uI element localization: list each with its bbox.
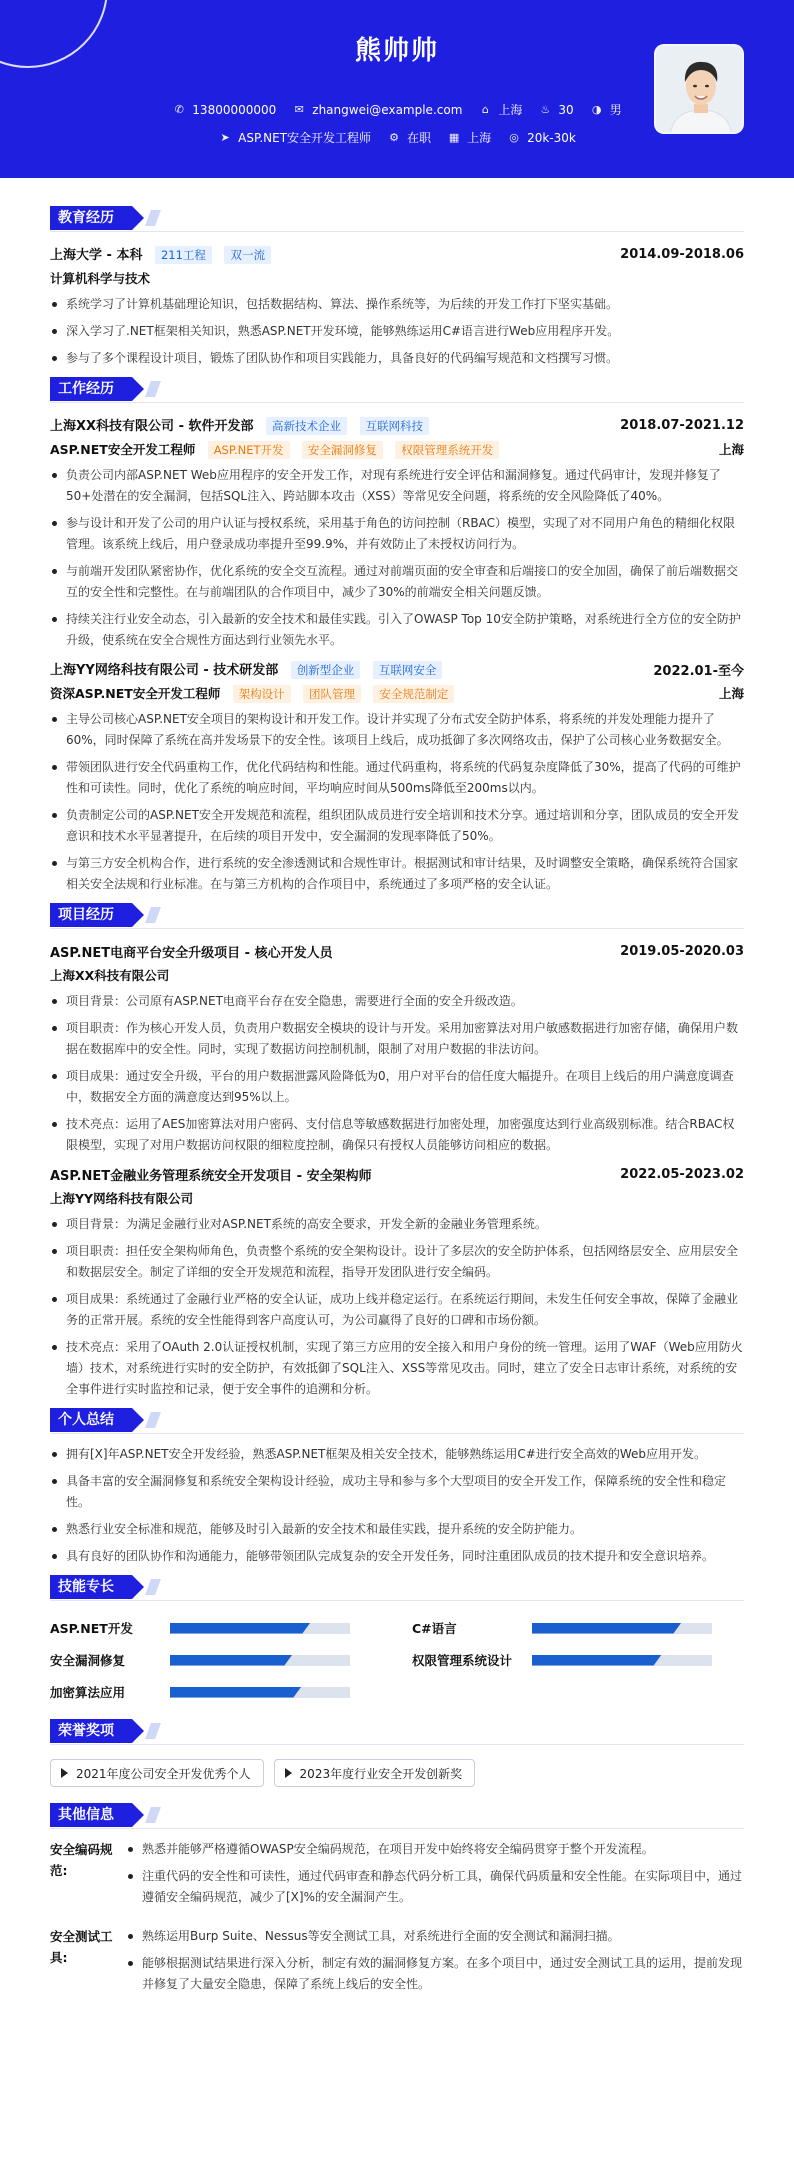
tag: 安全规范制定 bbox=[373, 685, 454, 703]
section-header bbox=[50, 377, 744, 403]
tag: 高新技术企业 bbox=[266, 417, 347, 435]
gender-value: 男 bbox=[609, 103, 622, 117]
target-job-item bbox=[218, 129, 371, 146]
age-item bbox=[538, 103, 573, 117]
skill-bar bbox=[170, 1623, 350, 1634]
list-item: 负责公司内部ASP.NET Web应用程序的安全开发工作，对现有系统进行安全评估和漏洞修复。通过代码审计，发现并修复了50+处潜在的安全漏洞，包括SQL注入、跨站脚本攻击（XSS）等常见安全问题，将系统的安全风险降低了40%。 bbox=[50, 465, 744, 507]
honors-section bbox=[50, 1719, 744, 1795]
section-header bbox=[50, 1575, 744, 1601]
list-item: 项目成果：通过安全升级，平台的用户数据泄露风险降低为0，用户对平台的信任度大幅提升。在项目上线后的用户满意度调查中，数据安全方面的满意度达到95%以上。 bbox=[50, 1066, 744, 1108]
role-line bbox=[50, 437, 744, 461]
education-date: 2014.09-2018.06 bbox=[620, 246, 744, 262]
list-item: 负责制定公司的ASP.NET安全开发规范和流程，组织团队成员进行安全培训和技术分享。通过培训和分享，团队成员的安全开发意识和技术水平显著提升，在后续的项目开发中，安全漏洞的发现率降低了50%。 bbox=[50, 805, 744, 847]
skill-item bbox=[50, 1619, 382, 1637]
coin-icon: ◎ bbox=[509, 131, 519, 144]
tag: 架构设计 bbox=[233, 685, 291, 703]
summary-bullets bbox=[50, 1444, 744, 1567]
section-title: 教育经历 bbox=[50, 206, 132, 230]
cake-icon: ♨ bbox=[540, 103, 551, 116]
tag: 安全漏洞修复 bbox=[302, 441, 383, 459]
skill-item bbox=[50, 1651, 382, 1669]
tag: 创新型企业 bbox=[291, 661, 361, 679]
target-job-value: ASP.NET安全开发工程师 bbox=[238, 131, 372, 145]
work-location: 上海 bbox=[718, 686, 744, 701]
section-header bbox=[50, 1803, 744, 1829]
project-date: 2022.05-2023.02 bbox=[620, 1166, 744, 1182]
project-company: 上海YY网络科技有限公司 bbox=[50, 1191, 194, 1206]
list-item: 熟悉并能够严格遵循OWASP安全编码规范，在项目开发中始终将安全编码贯穿于整个开发流程。 bbox=[126, 1839, 744, 1860]
candidate-name: 熊帅帅 bbox=[354, 36, 439, 66]
project-bullets bbox=[50, 991, 744, 1156]
tag: 双一流 bbox=[224, 246, 271, 264]
status-item bbox=[387, 129, 431, 146]
other-item bbox=[50, 1839, 744, 1920]
send-icon: ➤ bbox=[220, 131, 230, 144]
project-title: ASP.NET电商平台安全升级项目 - 核心开发人员 bbox=[50, 945, 333, 961]
education-entry-header bbox=[50, 242, 744, 266]
list-item: 项目职责：担任安全架构师角色，负责整个系统的安全架构设计。设计了多层次的安全防护体系，包括网络层安全、应用层安全和数据层安全。制定了详细的安全开发规范和流程，指导开发团队进行安全编码。 bbox=[50, 1241, 744, 1283]
list-item: 项目背景：公司原有ASP.NET电商平台存在安全隐患，需要进行全面的安全升级改造。 bbox=[50, 991, 744, 1012]
email-item bbox=[292, 103, 462, 117]
list-item: 主导公司核心ASP.NET安全项目的架构设计和开发工作。设计并实现了分布式安全防护体系，将系统的并发处理能力提升了60%，同时保障了系统在高并发场景下的安全性。该项目上线后，成功抵御了多次网络攻击，保护了公司核心业务数据安全。 bbox=[50, 709, 744, 751]
other-section bbox=[50, 1803, 744, 2007]
list-item: 注重代码的安全性和可读性，通过代码审查和静态代码分析工具，确保代码质量和安全性能。在实际项目中，通过遵循安全编码规范，减少了[X]%的安全漏洞产生。 bbox=[126, 1866, 744, 1908]
skills-section bbox=[50, 1575, 744, 1711]
section-title: 项目经历 bbox=[50, 903, 132, 927]
project-entry-header bbox=[50, 1162, 744, 1186]
list-item: 项目背景：为满足金融行业对ASP.NET系统的高安全要求，开发全新的金融业务管理系统。 bbox=[50, 1214, 744, 1235]
salary-item bbox=[507, 131, 576, 145]
list-item: 熟练运用Burp Suite、Nessus等安全测试工具，对系统进行全面的安全测试和漏洞扫描。 bbox=[126, 1926, 744, 1947]
list-item: 带领团队进行安全代码重构工作，优化代码结构和性能。通过代码重构，将系统的代码复杂度降低了30%，提高了代码的可维护性和可读性。同时，优化了系统的响应时间，平均响应时间从500ms降低至200ms以内。 bbox=[50, 757, 744, 799]
skill-bar bbox=[532, 1655, 712, 1666]
section-title: 个人总结 bbox=[50, 1408, 132, 1432]
tag: ASP.NET开发 bbox=[208, 441, 290, 459]
honor-badge bbox=[50, 1759, 264, 1787]
role bbox=[50, 440, 499, 459]
section-header bbox=[50, 903, 744, 929]
work-entry-header bbox=[50, 413, 744, 437]
play-icon bbox=[285, 1768, 292, 1778]
skill-item bbox=[50, 1683, 382, 1701]
role-label: ASP.NET安全开发工程师 bbox=[50, 441, 196, 457]
honors-list bbox=[50, 1755, 744, 1795]
project-company-line bbox=[50, 1186, 744, 1210]
section-header bbox=[50, 1719, 744, 1745]
target-city-item bbox=[447, 129, 491, 146]
skill-name: 加密算法应用 bbox=[50, 1685, 126, 1700]
skill-bar-fill bbox=[170, 1687, 301, 1698]
phone-item bbox=[172, 103, 276, 117]
skill-bar-fill bbox=[532, 1655, 662, 1666]
work-date: 2018.07-2021.12 bbox=[620, 417, 744, 433]
phone-value: 13800000000 bbox=[192, 102, 277, 117]
building-icon: ▦ bbox=[448, 131, 460, 144]
role-line bbox=[50, 681, 744, 705]
skill-bar bbox=[532, 1623, 712, 1634]
honor-label: 2023年度行业安全开发创新奖 bbox=[299, 1766, 463, 1781]
school-name bbox=[50, 244, 271, 264]
section-title: 荣誉奖项 bbox=[50, 1719, 132, 1743]
phone-icon: ✆ bbox=[174, 103, 184, 116]
avatar-portrait-icon bbox=[656, 46, 744, 134]
list-item: 参与了多个课程设计项目，锻炼了团队协作和项目实践能力，具备良好的代码编写规范和文档撰写习惯。 bbox=[50, 348, 744, 369]
project-date: 2019.05-2020.03 bbox=[620, 943, 744, 959]
project-company: 上海XX科技有限公司 bbox=[50, 968, 170, 983]
section-header bbox=[50, 206, 744, 232]
skill-bar-fill bbox=[170, 1623, 310, 1634]
honor-label: 2021年度公司安全开发优秀个人 bbox=[76, 1766, 251, 1781]
age-value: 30 bbox=[558, 102, 574, 117]
skill-bar-fill bbox=[170, 1655, 292, 1666]
project-bullets bbox=[50, 1214, 744, 1400]
education-bullets bbox=[50, 294, 744, 369]
list-item: 具有良好的团队协作和沟通能力，能够带领团队完成复杂的安全开发任务，同时注重团队成员的技术提升和安全意识培养。 bbox=[50, 1546, 744, 1567]
skill-item bbox=[412, 1651, 744, 1669]
projects-section bbox=[50, 903, 744, 1400]
honor-badge bbox=[274, 1759, 476, 1787]
role bbox=[50, 684, 454, 703]
skill-bar-fill bbox=[532, 1623, 681, 1634]
list-item: 项目成果：系统通过了金融行业严格的安全认证，成功上线并稳定运行。在系统运行期间，未发生任何安全事故，保障了金融业务的正常开展。系统的安全性能得到客户高度认可，为公司赢得了良好的口碑和市场份额。 bbox=[50, 1289, 744, 1331]
list-item: 项目职责：作为核心开发人员，负责用户数据安全模块的设计与开发。采用加密算法对用户敏感数据进行加密存储，确保用户数据在数据库中的安全性。同时，实现了数据访问控制机制，限制了对用户数据的非法访问。 bbox=[50, 1018, 744, 1060]
skill-name: 权限管理系统设计 bbox=[412, 1653, 513, 1668]
list-item: 具备丰富的安全漏洞修复和系统安全架构设计经验，成功主导和参与多个大型项目的安全开发工作，保障系统的安全性和稳定性。 bbox=[50, 1471, 744, 1513]
email-value: zhangwei@example.com bbox=[312, 102, 463, 117]
gender-icon: ◑ bbox=[591, 103, 602, 116]
list-item: 与第三方安全机构合作，进行系统的安全渗透测试和合规性审计。根据测试和审计结果，及时调整安全策略，确保系统符合国家相关安全法规和行业标准。在与第三方机构的合作项目中，系统通过了多项严格的安全认证。 bbox=[50, 853, 744, 895]
list-item: 系统学习了计算机基础理论知识，包括数据结构、算法、操作系统等，为后续的开发工作打下坚实基础。 bbox=[50, 294, 744, 315]
work-entry-header bbox=[50, 657, 744, 681]
gear-icon: ⚙ bbox=[389, 131, 399, 144]
list-item: 能够根据测试结果进行深入分析，制定有效的漏洞修复方案。在多个项目中，通过安全测试工具的运用，提前发现并修复了大量安全隐患，保障了系统上线后的安全性。 bbox=[126, 1953, 744, 1995]
company-name bbox=[50, 415, 429, 435]
other-bullets bbox=[126, 1839, 744, 1914]
work-bullets bbox=[50, 709, 744, 895]
skill-name: C#语言 bbox=[412, 1621, 457, 1636]
skill-name: 安全漏洞修复 bbox=[50, 1653, 126, 1668]
gender-item bbox=[590, 101, 622, 118]
salary-value: 20k-30k bbox=[527, 130, 576, 145]
list-item: 与前端开发团队紧密协作，优化系统的安全交互流程。通过对前端页面的安全审查和后端接口的安全加固，确保了前后端数据交互的安全性和完整性。在与前端团队的合作项目中，减少了30%的前端安全相关问题反馈。 bbox=[50, 561, 744, 603]
company-label: 上海XX科技有限公司 - 软件开发部 bbox=[50, 419, 254, 434]
major-line bbox=[50, 266, 744, 290]
skill-bar bbox=[170, 1687, 350, 1698]
resume-content bbox=[0, 178, 794, 2007]
section-header bbox=[50, 1408, 744, 1434]
list-item: 技术亮点：采用了OAuth 2.0认证授权机制，实现了第三方应用的安全接入和用户身份的统一管理。运用了WAF（Web应用防火墙）技术，对系统进行实时的安全防护，有效抵御了SQL注入、XSS等常见攻击。同时，建立了安全日志审计系统，对系统的安全事件进行实时监控和记录，便于安全事件的追溯和分析。 bbox=[50, 1337, 744, 1400]
header-banner bbox=[0, 0, 794, 178]
list-item: 熟悉行业安全标准和规范，能够及时引入最新的安全技术和最佳实践，提升系统的安全防护能力。 bbox=[50, 1519, 744, 1540]
work-location: 上海 bbox=[718, 442, 744, 457]
work-date: 2022.01-至今 bbox=[653, 663, 744, 679]
major: 计算机科学与技术 bbox=[50, 271, 151, 286]
list-item: 持续关注行业安全动态，引入最新的安全技术和最佳实践。引入了OWASP Top 10安全防护策略，对系统进行全方位的安全防护升级，使系统在安全合规性方面达到行业领先水平。 bbox=[50, 609, 744, 651]
skill-bar bbox=[170, 1655, 350, 1666]
section-title: 技能专长 bbox=[50, 1575, 132, 1599]
section-title: 其他信息 bbox=[50, 1803, 132, 1827]
project-entry-header bbox=[50, 939, 744, 963]
list-item: 技术亮点：运用了AES加密算法对用户密码、支付信息等敏感数据进行加密处理，加密强度达到行业高级别标准。结合RBAC权限模型，实现了对用户数据访问权限的细粒度控制，确保只有授权人员能够访问相应的数据。 bbox=[50, 1114, 744, 1156]
skills-grid bbox=[50, 1611, 744, 1711]
work-bullets bbox=[50, 465, 744, 651]
list-item: 参与设计和开发了公司的用户认证与授权系统，采用基于角色的访问控制（RBAC）模型，实现了对不同用户角色的精细化权限管理。该系统上线后，用户登录成功率提升至99.9%，并有效防止了未授权访问行为。 bbox=[50, 513, 744, 555]
school-label: 上海大学 - 本科 bbox=[50, 248, 143, 263]
project-company-line bbox=[50, 963, 744, 987]
list-item: 拥有[X]年ASP.NET安全开发经验，熟悉ASP.NET框架及相关安全技术，能够熟练运用C#进行安全高效的Web应用开发。 bbox=[50, 1444, 744, 1465]
avatar bbox=[654, 44, 744, 134]
city-item bbox=[478, 101, 522, 118]
section-title: 工作经历 bbox=[50, 377, 132, 401]
city-value: 上海 bbox=[498, 103, 523, 117]
tag: 互联网科技 bbox=[360, 417, 430, 435]
education-section bbox=[50, 206, 744, 369]
project-title: ASP.NET金融业务管理系统安全开发项目 - 安全架构师 bbox=[50, 1168, 372, 1184]
company-label: 上海YY网络科技有限公司 - 技术研发部 bbox=[50, 663, 279, 678]
status-value: 在职 bbox=[407, 131, 432, 145]
home-icon: ⌂ bbox=[481, 103, 489, 116]
work-section bbox=[50, 377, 744, 895]
tag: 211工程 bbox=[155, 246, 212, 264]
play-icon bbox=[61, 1768, 68, 1778]
other-item bbox=[50, 1926, 744, 2007]
role-label: 资深ASP.NET安全开发工程师 bbox=[50, 685, 221, 701]
other-label: 安全编码规范: bbox=[50, 1842, 113, 1878]
skill-name: ASP.NET开发 bbox=[50, 1621, 133, 1636]
list-item: 深入学习了.NET框架相关知识，熟悉ASP.NET开发环境，能够熟练运用C#语言进行Web应用程序开发。 bbox=[50, 321, 744, 342]
email-icon: ✉ bbox=[294, 103, 304, 116]
company-name bbox=[50, 659, 442, 679]
tag: 互联网安全 bbox=[373, 661, 443, 679]
summary-section bbox=[50, 1408, 744, 1567]
other-bullets bbox=[126, 1926, 744, 2001]
tag: 团队管理 bbox=[303, 685, 361, 703]
target-city-value: 上海 bbox=[467, 131, 492, 145]
other-label: 安全测试工具: bbox=[50, 1929, 113, 1965]
tag: 权限管理系统开发 bbox=[395, 441, 499, 459]
skill-item bbox=[412, 1619, 744, 1637]
